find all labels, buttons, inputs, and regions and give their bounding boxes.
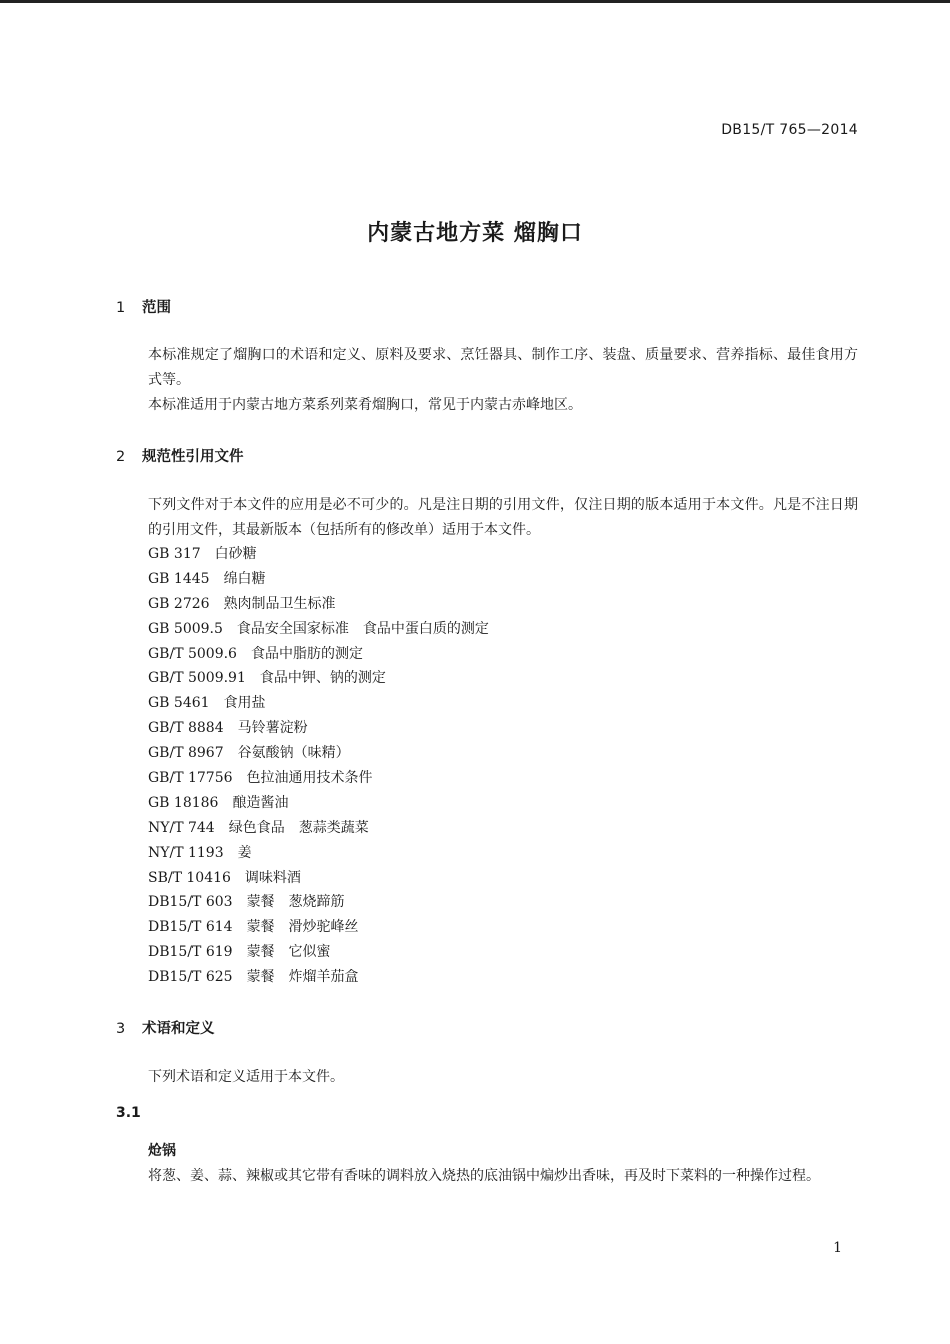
reference-code: GB 2726 <box>148 595 210 612</box>
reference-code: GB/T 5009.6 <box>148 645 237 662</box>
reference-title: 食品安全国家标准 食品中蛋白质的测定 <box>236 620 489 637</box>
reference-item <box>148 691 489 716</box>
reference-title: 绵白糖 <box>223 570 266 587</box>
section-number: 3 <box>116 1021 126 1037</box>
reference-code: GB/T 5009.91 <box>148 670 246 687</box>
section-1-paragraph-1 <box>116 343 858 393</box>
reference-item <box>148 816 489 841</box>
reference-title: 蒙餐 炸熘羊茄盒 <box>246 969 359 986</box>
paragraph-text: 将葱、姜、蒜、辣椒或其它带有香味的调料放入烧热的底油锅中煸炒出香味，再及时下菜料的一种操作过程。 <box>148 1168 820 1184</box>
reference-item <box>148 940 489 965</box>
reference-title: 熟肉制品卫生标准 <box>223 595 336 612</box>
reference-code: GB/T 8884 <box>148 720 224 737</box>
reference-item <box>148 915 489 940</box>
reference-code: SB/T 10416 <box>148 869 231 886</box>
reference-item <box>148 866 489 891</box>
reference-code: GB 5461 <box>148 695 210 712</box>
paragraph-text: 下列术语和定义适用于本文件。 <box>148 1069 344 1085</box>
reference-code: GB/T 8967 <box>148 745 224 762</box>
reference-title: 食品中钾、钠的测定 <box>259 670 386 687</box>
reference-list <box>148 542 489 990</box>
reference-code: GB 18186 <box>148 794 219 811</box>
reference-code: DB15/T 603 <box>148 894 233 911</box>
section-title: 术语和定义 <box>142 1021 215 1037</box>
section-title: 范围 <box>142 300 171 316</box>
paragraph-text: 本标准适用于内蒙古地方菜系列菜肴熘胸口，常见于内蒙古赤峰地区。 <box>148 397 582 413</box>
reference-code: GB/T 17756 <box>148 770 233 787</box>
reference-title: 蒙餐 葱烧蹄筋 <box>246 894 345 911</box>
reference-code: DB15/T 614 <box>148 919 233 936</box>
reference-title: 食用盐 <box>223 695 266 712</box>
paragraph-text: 本标准规定了熘胸口的术语和定义、原料及要求、烹饪器具、制作工序、装盘、质量要求、营养指标、最佳食用方式等。 <box>148 347 858 388</box>
reference-title: 蒙餐 它似蜜 <box>246 944 331 961</box>
section-number: 2 <box>116 449 126 465</box>
reference-item <box>148 666 489 691</box>
reference-code: NY/T 1193 <box>148 844 224 861</box>
reference-title: 色拉油通用技术条件 <box>246 770 373 787</box>
reference-item <box>148 841 489 866</box>
section-2-intro <box>116 493 858 543</box>
paragraph-text: 下列文件对于本文件的应用是必不可少的。凡是注日期的引用文件，仅注日期的版本适用于本文件。凡是不注日期的引用文件，其最新版本（包括所有的修改单）适用于本文件。 <box>148 497 858 538</box>
reference-item <box>148 716 489 741</box>
reference-item <box>148 642 489 667</box>
reference-title: 调味料酒 <box>244 869 301 886</box>
reference-title: 马铃薯淀粉 <box>237 720 308 737</box>
document-title: 内蒙古地方菜 熘胸口 <box>367 221 583 246</box>
reference-code: DB15/T 625 <box>148 969 233 986</box>
reference-code: GB 1445 <box>148 570 210 587</box>
reference-code: GB 317 <box>148 546 201 562</box>
term-name: 炝锅 <box>148 1143 176 1159</box>
section-number: 1 <box>116 300 126 316</box>
section-1-heading <box>116 296 171 317</box>
reference-item <box>148 542 489 567</box>
reference-item <box>148 741 489 766</box>
subsection-number: 3.1 <box>116 1105 141 1121</box>
section-1-paragraph-2 <box>116 393 858 418</box>
reference-title: 白砂糖 <box>214 546 257 562</box>
section-title: 规范性引用文件 <box>142 449 244 465</box>
reference-item <box>148 965 489 990</box>
page-top-border <box>0 0 950 3</box>
reference-title: 食品中脂肪的测定 <box>250 645 363 662</box>
reference-item <box>148 617 489 642</box>
term-definition <box>116 1164 858 1189</box>
document-number: DB15/T 765—2014 <box>721 122 858 138</box>
reference-item <box>148 766 489 791</box>
page-number: 1 <box>833 1240 842 1256</box>
reference-code: NY/T 744 <box>148 819 215 836</box>
reference-title: 姜 <box>237 844 252 861</box>
reference-item <box>148 791 489 816</box>
reference-item <box>148 567 489 592</box>
reference-title: 谷氨酸钠（味精） <box>237 745 350 762</box>
reference-title: 酿造酱油 <box>232 794 289 811</box>
reference-item <box>148 890 489 915</box>
section-3-intro <box>116 1065 858 1090</box>
section-3-heading <box>116 1017 215 1038</box>
reference-code: GB 5009.5 <box>148 620 223 637</box>
reference-item <box>148 592 489 617</box>
reference-title: 绿色食品 葱蒜类蔬菜 <box>228 819 369 836</box>
reference-code: DB15/T 619 <box>148 944 233 961</box>
reference-title: 蒙餐 滑炒驼峰丝 <box>246 919 359 936</box>
section-2-heading <box>116 445 244 466</box>
